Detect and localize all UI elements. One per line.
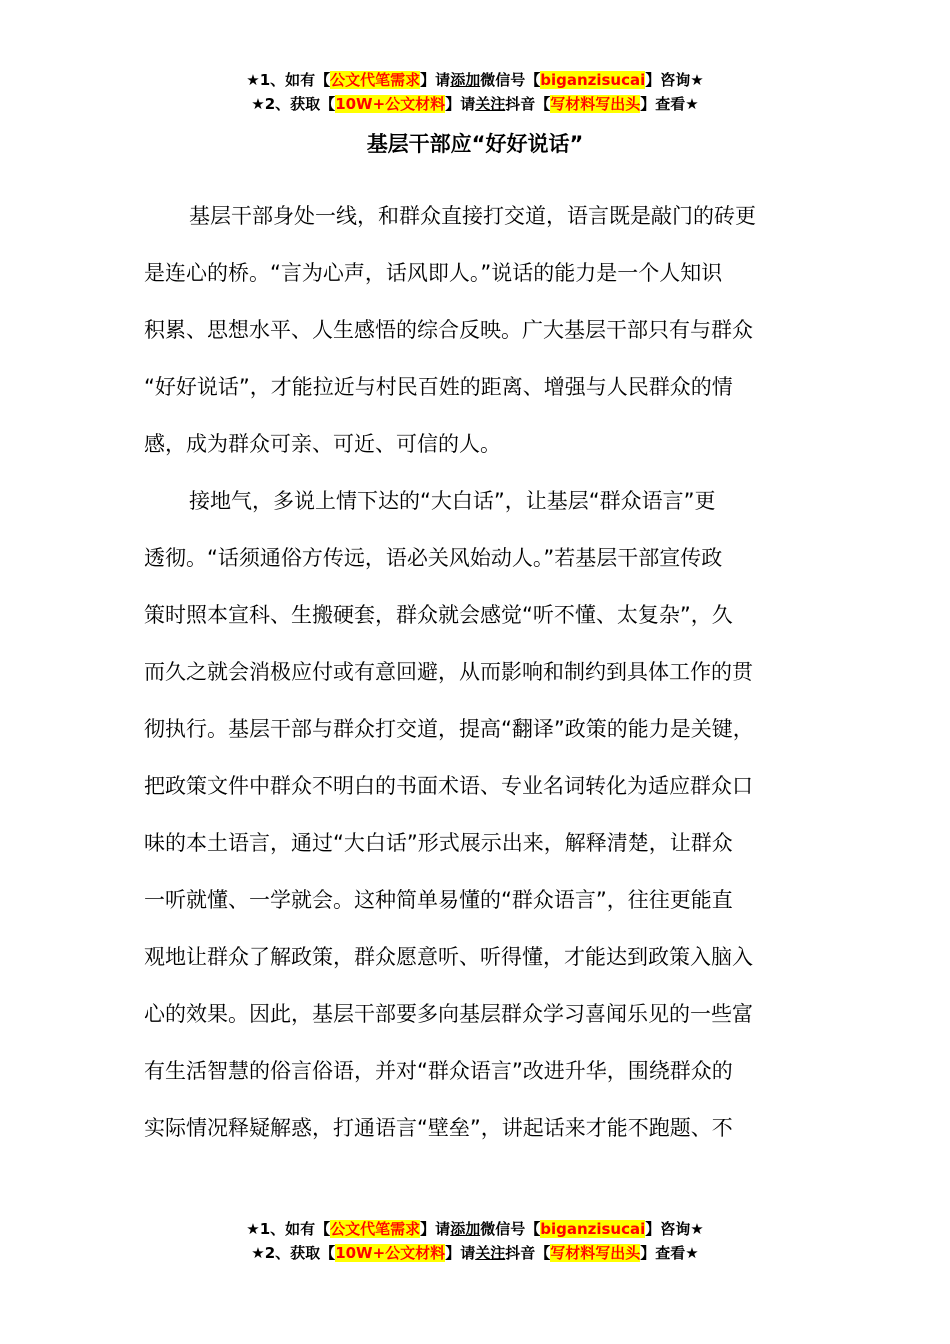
text-line: 接地气，多说上情下达的“大白话”，让基层“群众语言”更 [189,489,716,513]
banner-line-1 [0,1217,950,1241]
banner-text: ★1、如有【 [246,1220,331,1238]
banner-line-2 [0,92,950,116]
banner-text: 抖音【 [505,95,551,113]
banner-highlight: 公文代笔需求 [330,71,421,89]
text-line: 感，成为群众可亲、可近、可信的人。 [144,432,501,456]
banner-line-2 [0,1241,950,1265]
banner-underline: 关注 [475,1244,506,1262]
document-title: 基层干部应“好好说话” [366,132,584,156]
footer-banner [0,1217,950,1265]
text-line: 积累、思想水平、人生感悟的综合反映。广大基层干部只有与群众 [144,318,753,342]
banner-underline: 添加 [450,1220,481,1238]
text-line: 是连心的桥。“言为心声，话风即人。”说话的能力是一个人知识 [144,261,723,285]
paragraph-2 [144,473,824,1157]
banner-text: 】查看★ [640,1244,699,1262]
banner-highlight: biganzisucai [540,1220,646,1238]
banner-highlight: 写材料写出头 [550,1244,641,1262]
banner-text: 微信号【 [480,1220,541,1238]
text-line: 而久之就会消极应付或有意回避，从而影响和制约到具体工作的贯 [144,660,753,684]
text-line: 一听就懂、一学就会。这种简单易懂的“群众语言”，往往更能直 [144,888,733,912]
text-line: 彻执行。基层干部与群众打交道，提高“翻译”政策的能力是关键， [144,717,754,741]
document-body [144,188,824,1157]
banner-highlight: 10W+公文材料 [335,1244,446,1262]
text-line: 基层干部身处一线，和群众直接打交道，语言既是敲门的砖更 [189,204,756,228]
banner-text: 】请 [445,95,476,113]
banner-text: 】请 [420,1220,451,1238]
text-line: 味的本土语言，通过“大白话”形式展示出来，解释清楚，让群众 [144,831,733,855]
banner-text: 微信号【 [480,71,541,89]
text-line: 把政策文件中群众不明白的书面术语、专业名词转化为适应群众口 [144,774,753,798]
text-line: “好好说话”，才能拉近与村民百姓的距离、增强与人民群众的情 [144,375,733,399]
banner-text: 】请 [420,71,451,89]
banner-text: ★1、如有【 [246,71,331,89]
banner-text: 】咨询★ [645,71,704,89]
banner-highlight: 10W+公文材料 [335,95,446,113]
banner-highlight: biganzisucai [540,71,646,89]
banner-text: 抖音【 [505,1244,551,1262]
banner-text: 】查看★ [640,95,699,113]
banner-text: ★2、获取【 [251,1244,336,1262]
banner-text: ★2、获取【 [251,95,336,113]
text-line: 实际情况释疑解惑，打通语言“壁垒”，讲起话来才能不跑题、不 [144,1116,733,1140]
banner-highlight: 公文代笔需求 [330,1220,421,1238]
banner-underline: 关注 [475,95,506,113]
banner-text: 】咨询★ [645,1220,704,1238]
banner-text: 】请 [445,1244,476,1262]
text-line: 策时照本宣科、生搬硬套，群众就会感觉“听不懂、太复杂”，久 [144,603,733,627]
banner-underline: 添加 [450,71,481,89]
text-line: 心的效果。因此，基层干部要多向基层群众学习喜闻乐见的一些富 [144,1002,753,1026]
header-banner [0,68,950,116]
banner-line-1 [0,68,950,92]
text-line: 有生活智慧的俗言俗语，并对“群众语言”改进升华，围绕群众的 [144,1059,733,1083]
banner-highlight: 写材料写出头 [550,95,641,113]
text-line: 观地让群众了解政策，群众愿意听、听得懂，才能达到政策入脑入 [144,945,753,969]
paragraph-1 [144,188,824,473]
text-line: 透彻。“话须通俗方传远，语必关风始动人。”若基层干部宣传政 [144,546,723,570]
